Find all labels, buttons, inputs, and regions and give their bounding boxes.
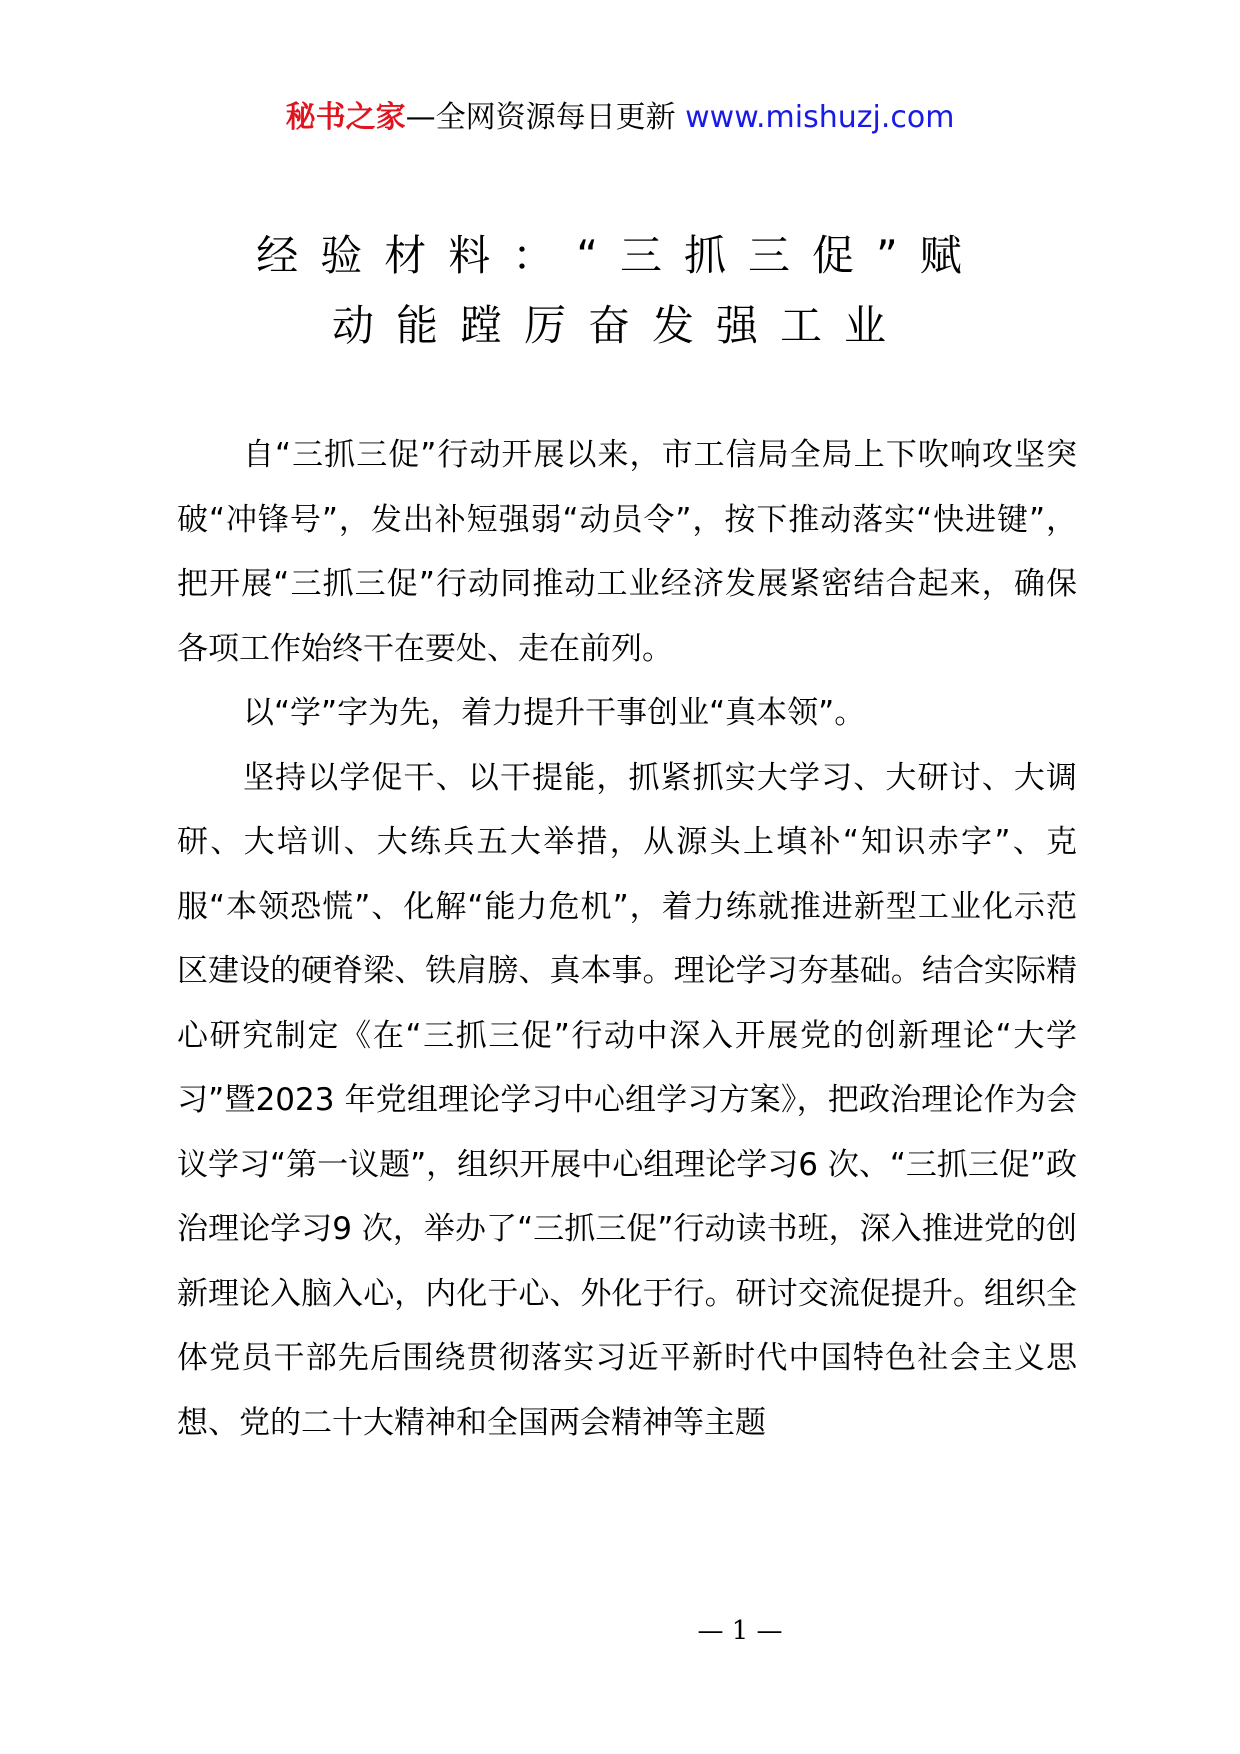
paragraph-intro: 自“三抓三促”行动开展以来，市工信局全局上下吹响攻坚突破“冲锋号”，发出补短强弱“动员令”，按下推动落实“快进键”，把开展“三抓三促”行动同推动工业经济发展紧密结合起来，确保各项工作始终干在要处、走在前列。	[177, 437, 1077, 667]
site-url-link[interactable]: www.mishuzj.com	[685, 100, 955, 135]
paragraph-heading-study: 以“学”字为先，着力提升干事创业“真本领”。	[243, 695, 866, 731]
site-tagline: —全网资源每日更新	[405, 100, 676, 135]
document-title-line-2: 动能蹚厉奋发强工业	[331, 301, 908, 350]
paragraph-study-details: 坚持以学促干、以干提能，抓紧抓实大学习、大研讨、大调研、大培训、大练兵五大举措，从源头上填补“知识赤字”、克服“本领恐慌”、化解“能力危机”，着力练就推进新型工业化示范区建设的硬脊梁、铁肩膀、真本事。理论学习夯基础。结合实际精心研究制定《在“三抓三促”行动中深入开展党的创新理论“大学习”暨2023 年党组理论学习中心组学习方案》，把政治理论作为会议学习“第一议题”，组织开展中心组理论学习6 次、“三抓三促”政治理论学习9 次，举办了“三抓三促”行动读书班，深入推进党的创新理论入脑入心，内化于心、外化于行。研讨交流促提升。组织全体党员干部先后围绕贯彻落实习近平新时代中国特色社会主义思想、党的二十大精神和全国两会精神等主题	[177, 759, 1077, 1441]
site-brand: 秘书之家	[285, 100, 406, 135]
site-header	[0, 98, 1240, 138]
document-title-line-1: 经验材料：“三抓三促”赋	[256, 231, 984, 280]
page-number: — 1 —	[697, 1616, 783, 1646]
document-body	[177, 423, 1077, 1455]
